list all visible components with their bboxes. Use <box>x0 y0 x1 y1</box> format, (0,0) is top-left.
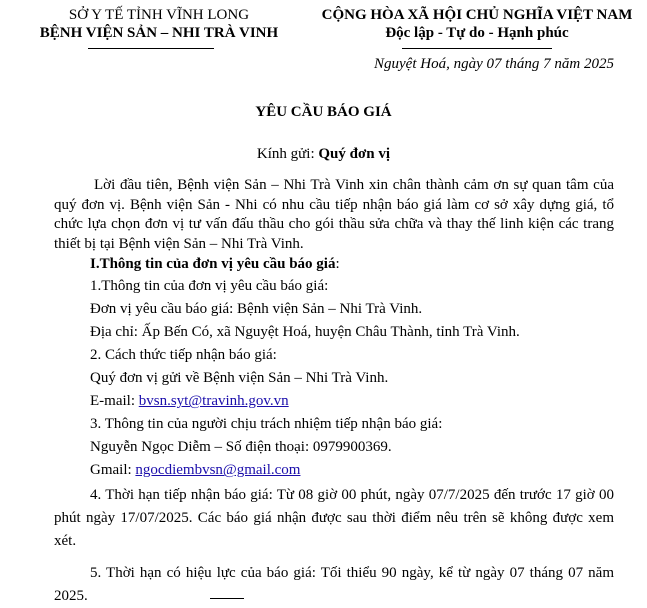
agency-underline <box>88 48 214 49</box>
agency-header <box>14 6 304 43</box>
section-heading <box>54 254 614 275</box>
parent-agency-name: SỞ Y TẾ TỈNH VĨNH LONG <box>68 7 250 23</box>
gmail-link[interactable]: ngocdiembvsn@gmail.com <box>135 462 301 479</box>
item2-text: Quý đơn vị gửi về Bệnh viện Sản – Nhi Trà Vinh. <box>90 370 389 387</box>
item3-title: 3. Thông tin của người chịu trách nhiệm tiếp nhận báo giá: <box>90 416 443 433</box>
salutation-recipient: Quý đơn vị <box>318 146 391 162</box>
gmail-label: Gmail: <box>90 462 136 479</box>
item2-title: 2. Cách thức tiếp nhận báo giá: <box>90 347 277 364</box>
item5-paragraph: 5. Thời hạn có hiệu lực của báo giá: Tối thiểu 90 ngày, kể từ ngày 07 tháng 07 năm 2025. <box>54 565 614 605</box>
item2-email-line <box>54 390 614 413</box>
salutation <box>0 146 647 163</box>
item1-address: Địa chỉ: Ấp Bến Có, xã Nguyệt Hoá, huyện Châu Thành, tỉnh Trà Vinh. <box>90 324 520 341</box>
section-heading-colon: : <box>335 256 340 273</box>
item3-person: Nguyễn Ngọc Diễm – Số điện thoại: 0979900369. <box>90 439 392 456</box>
document-title: YÊU CẦU BÁO GIÁ <box>255 104 392 120</box>
national-header <box>310 6 644 43</box>
section-heading-text: I.Thông tin của đơn vị yêu cầu báo giá <box>90 256 336 273</box>
salutation-prefix: Kính gửi: <box>256 146 319 162</box>
document-body <box>54 176 614 608</box>
item1-unit: Đơn vị yêu cầu báo giá: Bệnh viện Sản – Nhi Trà Vinh. <box>90 301 423 318</box>
motto-underline <box>402 48 552 49</box>
item3-gmail-line <box>54 459 614 482</box>
item1-title: 1.Thông tin của đơn vị yêu cầu báo giá: <box>90 278 329 295</box>
item4-paragraph: 4. Thời hạn tiếp nhận báo giá: Từ 08 giờ 00 phút, ngày 07/7/2025 đến trước 17 giờ 00 phút ngày 17/07/2025. Các báo giá nhận được sau thời điểm nêu trên sẽ không được xem xét. <box>54 487 614 550</box>
date-line: Nguyệt Hoá, ngày 07 tháng 7 năm 2025 <box>374 56 614 72</box>
page-edge-mark <box>210 598 244 599</box>
email-link[interactable]: bvsn.syt@travinh.gov.vn <box>138 393 289 410</box>
national-motto: Độc lập - Tự do - Hạnh phúc <box>385 25 569 41</box>
hospital-name: BỆNH VIỆN SẢN – NHI TRÀ VINH <box>39 25 279 41</box>
intro-paragraph: Lời đầu tiên, Bệnh viện Sản – Nhi Trà Vinh xin chân thành cảm ơn sự quan tâm của quý đơn vị. Bệnh viện Sản - Nhi có nhu cầu tiếp nhận báo giá làm cơ sở xây dựng giá, tổ chức lựa chọn đơn vị tư vấn đấu thầu cho gói thầu sửa chữa và thay thế linh kiện các trang thiết bị tại Bệnh viện Sản – Nhi Trà Vinh. <box>54 177 614 252</box>
email-label: E-mail: <box>90 393 139 410</box>
national-title: CỘNG HÒA XÃ HỘI CHỦ NGHĨA VIỆT NAM <box>321 7 633 23</box>
